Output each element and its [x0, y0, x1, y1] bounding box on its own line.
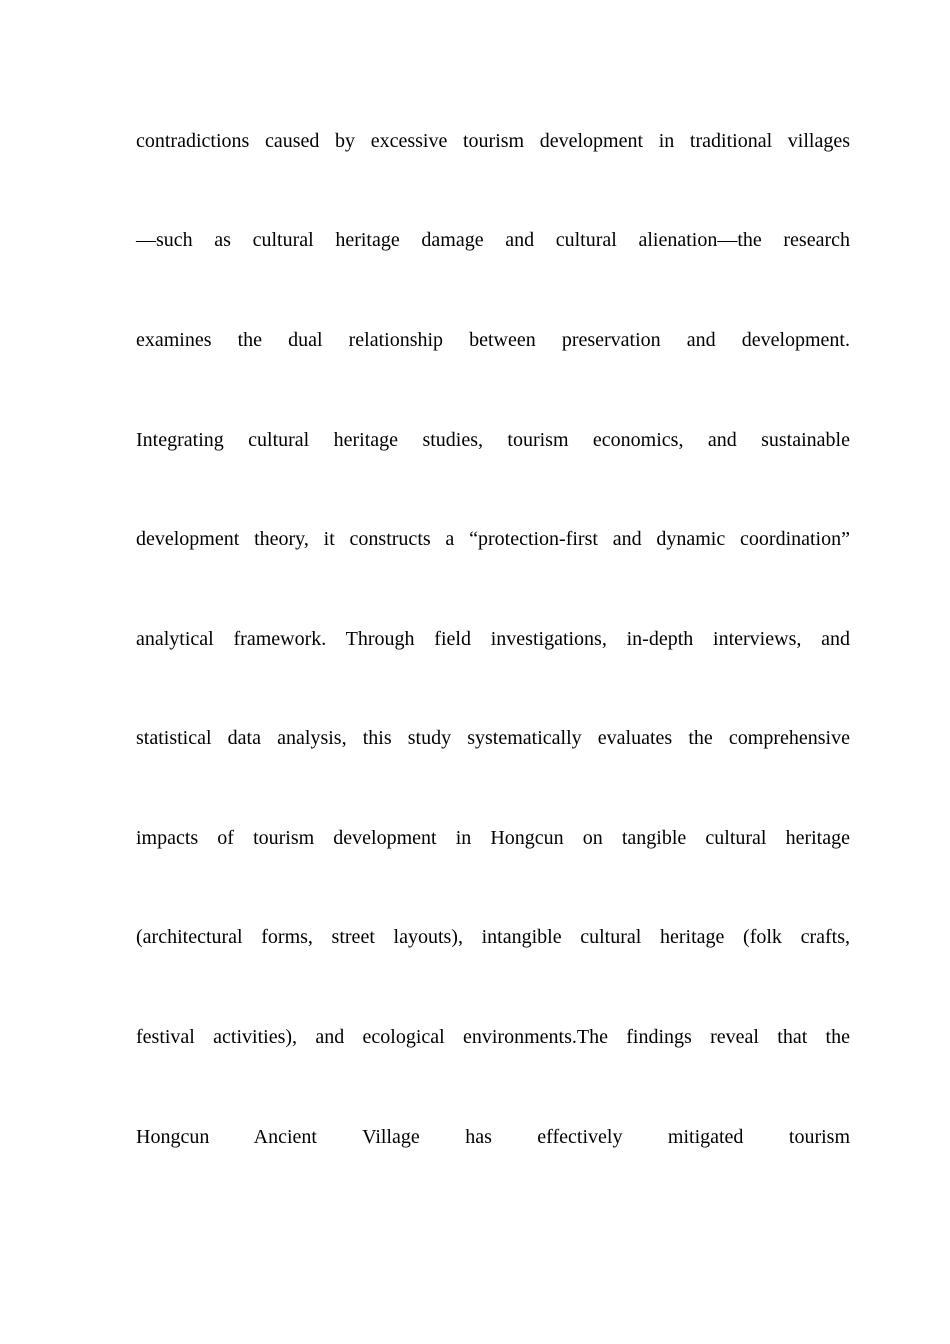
text-line-6: analytical framework. Through field investigations, in-depth interviews, and	[136, 628, 850, 650]
text-line-4: Integrating cultural heritage studies, tourism economics, and sustainable	[136, 429, 850, 451]
text-line-7: statistical data analysis, this study systematically evaluates the comprehensive	[136, 727, 850, 749]
text-line-10: festival activities), and ecological environments.The findings reveal that the	[136, 1026, 850, 1048]
text-line-2: —such as cultural heritage damage and cultural alienation—the research	[136, 229, 850, 251]
text-line-5: development theory, it constructs a “protection-first and dynamic coordination”	[136, 528, 850, 550]
text-line-3: examines the dual relationship between preservation and development.	[136, 329, 850, 351]
text-line-1: contradictions caused by excessive tourism development in traditional villages	[136, 130, 850, 152]
text-line-9: (architectural forms, street layouts), intangible cultural heritage (folk crafts,	[136, 926, 850, 948]
text-line-11: Hongcun Ancient Village has effectively mitigated tourism	[136, 1126, 850, 1148]
text-line-8: impacts of tourism development in Hongcun on tangible cultural heritage	[136, 827, 850, 849]
